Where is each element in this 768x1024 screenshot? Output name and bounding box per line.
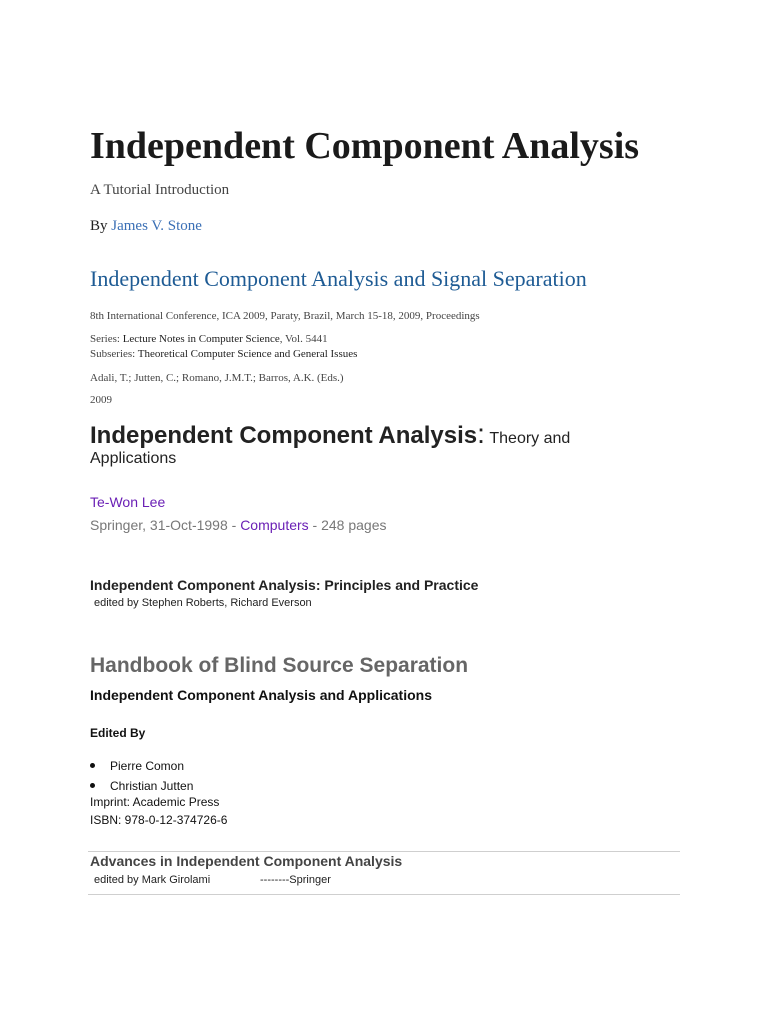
editor-name: Christian Jutten <box>110 779 194 793</box>
book1-title: Independent Component Analysis <box>90 125 640 167</box>
book6-title: Advances in Independent Component Analysis <box>90 853 403 869</box>
series-volume: , Vol. 5441 <box>279 333 328 345</box>
author-link-james-stone[interactable]: James V. Stone <box>111 218 202 234</box>
subseries-label: Subseries: <box>90 348 136 360</box>
book5-isbn: ISBN: 978-0-12-374726-6 <box>90 813 228 827</box>
book2-title[interactable]: Independent Component Analysis and Signal Separation <box>90 266 587 291</box>
book2-series <box>90 333 328 345</box>
book5-imprint: Imprint: Academic Press <box>90 795 220 809</box>
category-link-computers[interactable]: Computers <box>240 517 309 533</box>
book3-title-colon: : <box>477 418 485 449</box>
series-label: Series: <box>90 333 120 345</box>
book1-subtitle: A Tutorial Introduction <box>90 182 230 198</box>
bullet-icon <box>90 763 95 768</box>
book3-publication-info <box>90 517 387 533</box>
book3-title-rest: Theory and <box>489 430 571 447</box>
by-label: By <box>90 218 108 234</box>
author-link-te-won-lee[interactable]: Te-Won Lee <box>90 494 166 510</box>
book1-byline <box>90 218 202 235</box>
editor-name: Pierre Comon <box>110 759 185 773</box>
series-value[interactable]: Lecture Notes in Computer Science <box>122 333 280 345</box>
divider-bottom <box>88 894 680 895</box>
book3-title <box>90 418 570 450</box>
book5-subtitle: Independent Component Analysis and Applications <box>90 687 432 703</box>
book4-editors: edited by Stephen Roberts, Richard Everson <box>94 597 312 609</box>
book2-subseries <box>90 348 357 360</box>
book2-year: 2009 <box>90 394 112 406</box>
book3-title-rest-line2: Applications <box>90 450 177 467</box>
divider-top <box>88 851 680 852</box>
bullet-icon <box>90 783 95 788</box>
subseries-value[interactable]: Theoretical Computer Science and General Issues <box>137 348 358 360</box>
book5-title: Handbook of Blind Source Separation <box>90 654 469 677</box>
book2-conference: 8th International Conference, ICA 2009, Paraty, Brazil, March 15-18, 2009, Proceedings <box>90 310 480 322</box>
book3-title-main: Independent Component Analysis <box>90 422 478 449</box>
book5-edited-by-label: Edited By <box>90 726 146 740</box>
book4-title: Independent Component Analysis: Principles and Practice <box>90 577 479 593</box>
book6-publisher: --------Springer <box>260 874 331 886</box>
list-item <box>90 759 184 773</box>
book3-publisher-date: Springer, 31-Oct-1998 - <box>90 517 241 533</box>
book6-editor: edited by Mark Girolami <box>94 874 211 886</box>
book2-editors: Adali, T.; Jutten, C.; Romano, J.M.T.; Barros, A.K. (Eds.) <box>90 372 344 384</box>
book3-pages: - 248 pages <box>308 517 387 533</box>
list-item <box>90 779 193 793</box>
